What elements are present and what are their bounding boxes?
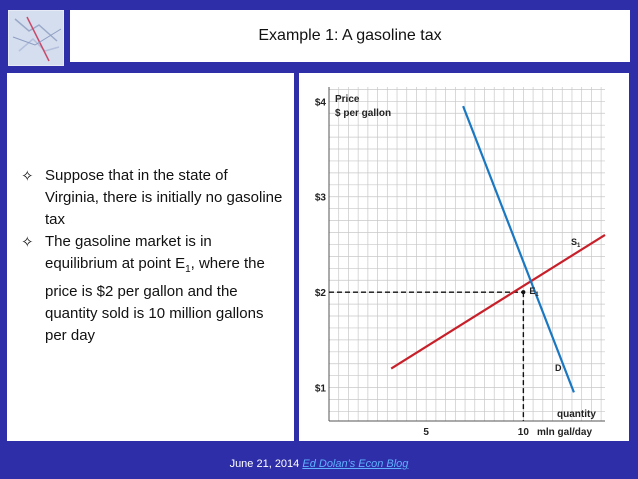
footer-date: June 21, 2014	[229, 458, 300, 470]
bullet-list	[21, 165, 283, 347]
equilibrium-label: $E_1$	[529, 286, 539, 299]
four-point-star-icon: ✧	[21, 233, 34, 251]
x-axis-label-units: mln gal/day	[537, 427, 593, 438]
supply-demand-chart	[299, 73, 629, 441]
bullet-text-2-cont: , where the price is $2 per gallon and the quantity sold is 10 million gallons per day	[45, 255, 265, 344]
y-axis-label-units: $ per gallon	[335, 108, 392, 119]
chart-svg	[299, 73, 629, 441]
y-axis-label: Price	[335, 94, 360, 105]
equilibrium-point	[521, 290, 525, 294]
y-tick-label: $2	[314, 288, 326, 300]
slide-title-box	[70, 10, 630, 62]
bullet-item	[21, 165, 283, 231]
bullet-text-1: Suppose that in the state of Virginia, there is initially no gasoline tax	[45, 167, 283, 228]
bullet-item	[21, 231, 283, 347]
slide-title: Example 1: A gasoline tax	[258, 27, 442, 44]
map-thumbnail-icon	[9, 11, 63, 65]
footer	[0, 458, 638, 476]
supply-label: $S_1$	[571, 237, 581, 249]
y-tick-label: $1	[314, 383, 326, 395]
y-tick-label: $3	[314, 192, 326, 204]
footer-link[interactable]: Ed Dolan's Econ Blog	[302, 458, 409, 470]
x-tick-label: 10	[517, 427, 529, 438]
text-panel	[7, 73, 294, 441]
demand-label: D	[555, 363, 562, 373]
y-tick-label: $4	[314, 97, 326, 109]
four-point-star-icon: ✧	[21, 167, 34, 185]
bullet-text-2: The gasoline market is in equilibrium at point E	[45, 233, 212, 272]
bullet-subscript: 1	[185, 264, 191, 275]
x-tick-label: 5	[423, 427, 429, 438]
slide-thumbnail	[8, 10, 64, 66]
supply-curve	[391, 235, 605, 369]
x-axis-label: quantity	[557, 409, 596, 420]
